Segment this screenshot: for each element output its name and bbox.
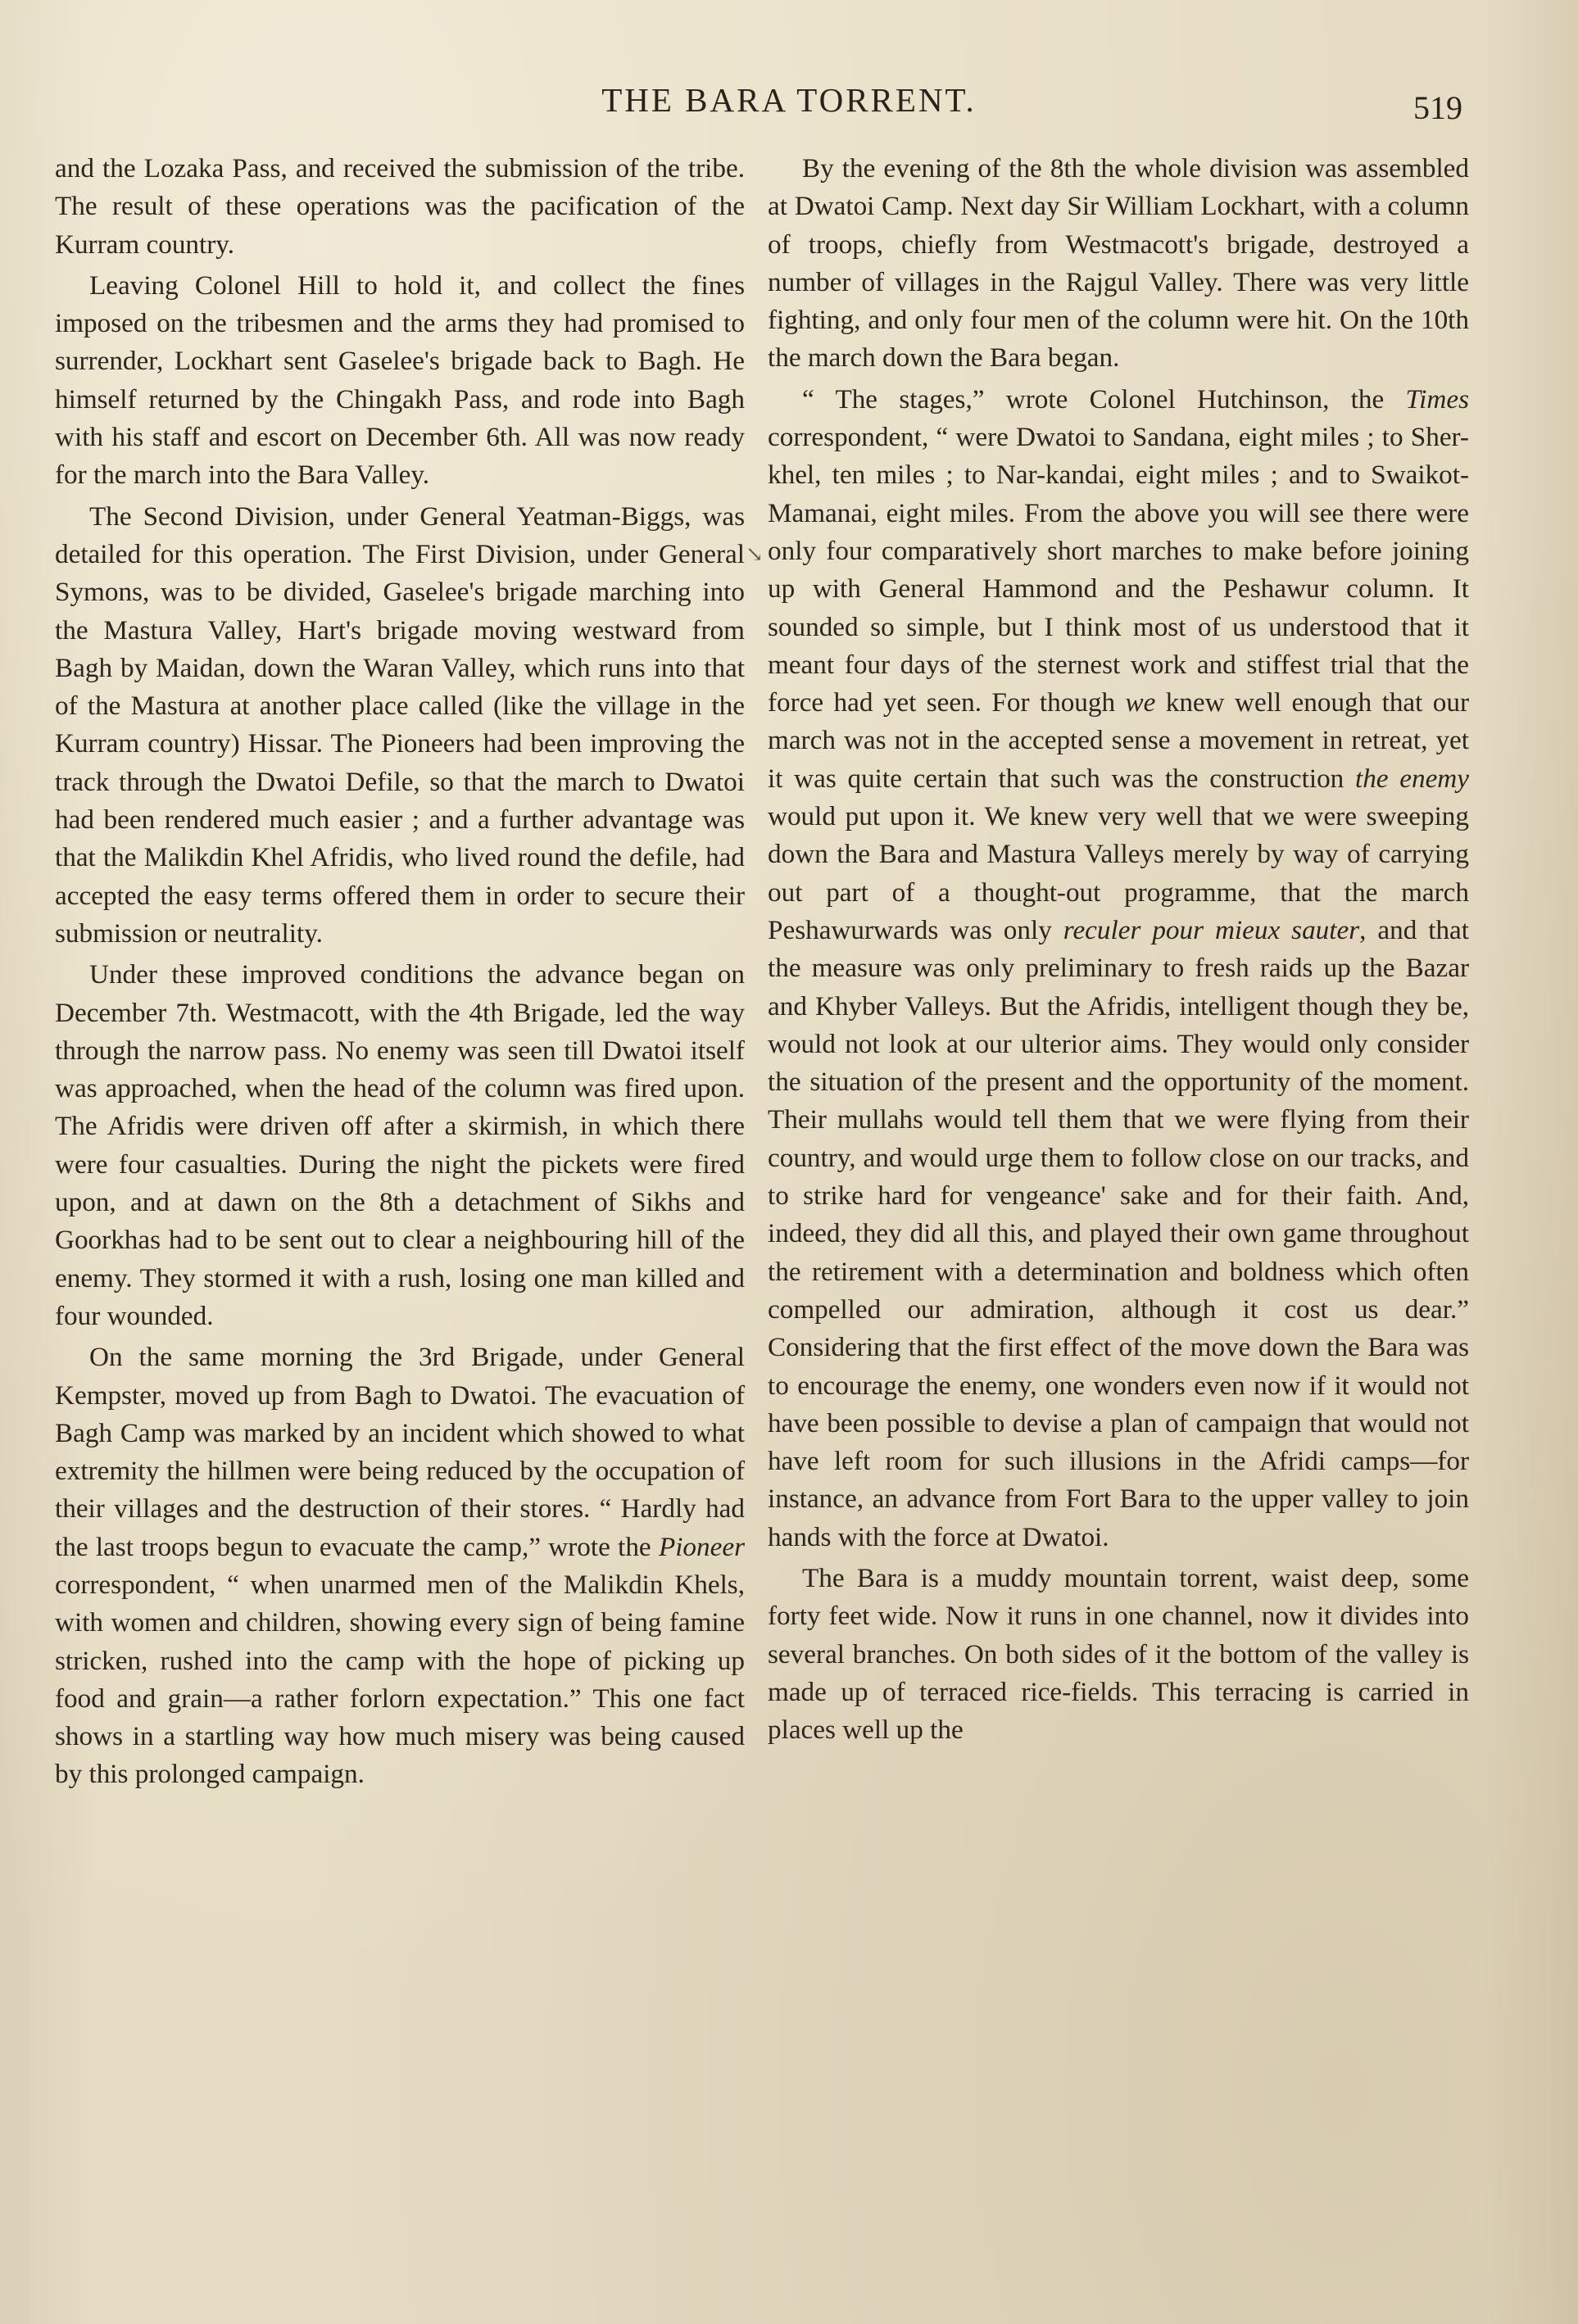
italic-text: Times — [1405, 383, 1469, 415]
italic-text: Pioneer — [658, 1531, 745, 1562]
paragraph-p1 — [55, 150, 745, 264]
text-run: By the evening of the 8th the whole division was assembled at Dwatoi Camp. Next day Sir William Lockhart, with a column of troops, chiefly from Westmacott's brigade, destroyed a number of villages in the Rajgul Valley. There was very little fighting, and only four men of the column were hit. On the 10th the march down the Bara began. — [768, 153, 1469, 374]
running-title: THE BARA TORRENT. — [601, 81, 977, 119]
left-column — [55, 150, 745, 1794]
text-run: correspondent, “ when unarmed men of the Malikdin Khels, with women and children, showing every sign of being famine stricken, rushed into the camp with the hope of picking up food and grain—a rather forlorn expectation.” This one fact shows in a startling way how much misery was being caused by this prolonged campaign. — [55, 1569, 745, 1790]
paragraph-p2 — [55, 267, 745, 495]
paragraph-p8 — [768, 1560, 1469, 1749]
paragraph-p3 — [55, 498, 745, 954]
text-run: correspondent, “ were Dwatoi to Sandana, eight miles ; to Sher-khel, ten miles ; to Nar-kandai, eight miles ; and to Swaikot-Mamanai, eight miles. From the above you will see there were only four comparatively short marches to make before joining up with General Hammond and the Peshawur column. It sounded so simple, but I think most of us understood that it meant four days of the sternest work and stiffest trial that the force had yet seen. For though — [768, 422, 1469, 718]
text-run: The Bara is a muddy mountain torrent, waist deep, some forty feet wide. Now it runs in one channel, now it divides into several branches. On both sides of it the bottom of the valley is made up of terraced rice-fields. This terracing is carried in places well up the — [768, 1562, 1469, 1746]
text-run: Under these improved conditions the advance began on December 7th. Westmacott, with the 4th Brigade, led the way through the narrow pass. No enemy was seen till Dwatoi itself was approached, when the head of the column was fired upon. The Afridis were driven off after a skirmish, in which there were four casualties. During the night the pickets were fired upon, and at dawn on the 8th a detachment of Sikhs and Goorkhas had to be sent out to clear a neighbouring hill of the enemy. They stormed it with a rush, losing one man killed and four wounded. — [55, 959, 745, 1331]
page-number: 519 — [1413, 89, 1462, 126]
paragraph-p5 — [55, 1339, 745, 1794]
text-run: would put upon it. We knew very well that we were sweeping down the Bara and Mastura Valleys merely by way of carrying out part of a thought-out programme, that the march Peshawurwards was only — [768, 801, 1469, 945]
italic-text: we — [1125, 687, 1156, 718]
text-run: The Second Division, under General Yeatman-Biggs, was detailed for this operation. The First Division, under General Symons, was to be divided, Gaselee's brigade marching into the Mastura Valley, Hart's brigade moving westward from Bagh by Maidan, down the Waran Valley, which runs into that of the Mastura at another place called (like the village in the Kurram country) Hissar. The Pioneers had been improving the track through the Dwatoi Defile, so that the march to Dwatoi had been rendered much easier ; and a further advantage was that the Malikdin Khel Afridis, who lived round the defile, had accepted the easy terms offered them in order to secure their submission or neutrality. — [55, 501, 745, 949]
text-run: and the Lozaka Pass, and received the submission of the tribe. The result of these operations was the pacification of the Kurram country. — [55, 153, 745, 260]
text-run: On the same morning the 3rd Brigade, under General Kempster, moved up from Bagh to Dwatoi. The evacuation of Bagh Camp was marked by an incident which showed to what extremity the hillmen were being reduced by the occupation of their villages and the destruction of their stores. “ Hardly had the last troops begun to evacuate the camp,” wrote the — [55, 1342, 745, 1562]
paragraph-p6 — [768, 150, 1469, 378]
margin-pencil-mark: ↘ — [746, 542, 764, 566]
text-run: , and that the measure was only preliminary to fresh raids up the Bazar and Khyber Valleys. But the Afridis, intelligent though they be, would not look at our ulterior aims. They would only consider the situation of the present and the opportunity of the moment. Their mullahs would tell them that we were flying from their country, and would urge them to follow close on our tracks, and to strike hard for vengeance' sake and for their faith. And, indeed, they did all this, and played their own game throughout the retirement with a determination and boldness which often compelled our admiration, although it cost us dear.” Considering that the first effect of the move down the Bara was to encourage the enemy, one wonders even now if it would not have been possible to devise a plan of campaign that would not have left room for such illusions in the Afridi camps—for instance, an advance from Fort Bara to the upper valley to join hands with the force at Dwatoi. — [768, 914, 1469, 1552]
right-column — [768, 150, 1469, 1749]
text-run: “ The stages,” wrote Colonel Hutchinson, the — [802, 383, 1406, 415]
text-run: knew well enough that our march was not in the accepted sense a movement in retreat, yet it was quite certain that such was the construction — [768, 687, 1469, 794]
paragraph-p7 — [768, 381, 1469, 1556]
italic-text: reculer pour mieux sauter — [1063, 914, 1360, 945]
italic-text: the enemy — [1354, 763, 1469, 794]
text-run: Leaving Colonel Hill to hold it, and collect the fines imposed on the tribesmen and the arms they had promised to surrender, Lockhart sent Gaselee's brigade back to Bagh. He himself returned by the Chingakh Pass, and rode into Bagh with his staff and escort on December 6th. All was now ready for the march into the Bara Valley. — [55, 270, 745, 491]
paragraph-p4 — [55, 956, 745, 1335]
